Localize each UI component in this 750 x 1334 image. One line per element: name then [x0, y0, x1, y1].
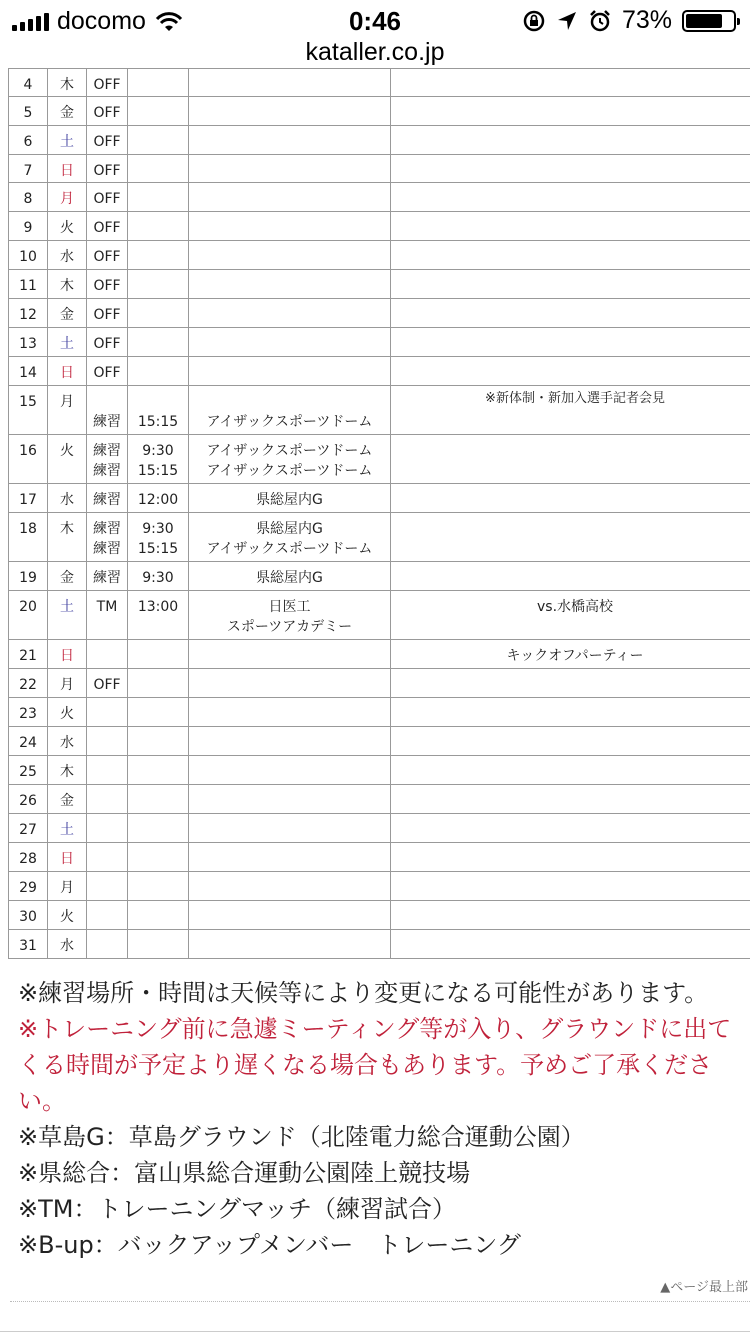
note-cell [391, 270, 750, 299]
date-cell: 5 [9, 97, 48, 126]
time-cell [128, 212, 189, 241]
note-weather: ※練習場所・時間は天候等により変更になる可能性があります。 [18, 979, 709, 1007]
type-cell: 練習 [87, 386, 128, 435]
time-cell [128, 872, 189, 901]
note-bup: ※B-up：バックアップメンバー トレーニング [18, 1231, 521, 1259]
time-cell [128, 97, 189, 126]
note-tm: ※TM：トレーニングマッチ（練習試合） [18, 1195, 457, 1223]
date-cell: 21 [9, 640, 48, 669]
status-right [522, 6, 736, 35]
time-cell [128, 270, 189, 299]
table-row [9, 126, 750, 155]
table-row [9, 270, 750, 299]
note-meeting: ※トレーニング前に急遽ミーティング等が入り、グラウンドに出てくる時間が予定より遅くなる場合もあります。予めご了承ください。 [18, 1015, 732, 1115]
date-cell: 14 [9, 357, 48, 386]
table-row [9, 698, 750, 727]
date-cell: 15 [9, 386, 48, 435]
place-cell [189, 212, 391, 241]
place-cell: 県総屋内G [189, 562, 391, 591]
back-to-top-link[interactable]: ▲ページ最上部 [660, 1280, 748, 1295]
note-cell [391, 69, 750, 97]
weekday-cell: 日 [48, 640, 87, 669]
time-cell [128, 843, 189, 872]
place-cell [189, 669, 391, 698]
table-row [9, 328, 750, 357]
note-kusajima: ※草島G：草島グラウンド（北陸電力総合運動公園） [18, 1123, 585, 1151]
location-icon [556, 10, 578, 32]
type-cell: OFF [87, 212, 128, 241]
note-cell [391, 299, 750, 328]
note-kensogo: ※県総合：富山県総合運動公園陸上競技場 [18, 1159, 471, 1187]
note-cell [391, 562, 750, 591]
date-cell: 8 [9, 183, 48, 212]
date-cell: 24 [9, 727, 48, 756]
type-cell: TM [87, 591, 128, 640]
weekday-cell: 金 [48, 299, 87, 328]
date-cell: 11 [9, 270, 48, 299]
type-cell [87, 843, 128, 872]
status-time: 0:46 [348, 6, 402, 36]
type-cell: OFF [87, 270, 128, 299]
place-cell [189, 126, 391, 155]
note-cell [391, 669, 750, 698]
table-row [9, 97, 750, 126]
divider [10, 1301, 750, 1302]
date-cell: 16 [9, 435, 48, 484]
note-cell [391, 435, 750, 484]
place-cell [189, 270, 391, 299]
date-cell: 9 [9, 212, 48, 241]
battery-icon [682, 10, 736, 32]
place-cell [189, 97, 391, 126]
place-cell: アイザックスポーツドーム [189, 386, 391, 435]
note-cell [391, 155, 750, 183]
weekday-cell: 木 [48, 270, 87, 299]
place-cell [189, 69, 391, 97]
place-cell [189, 872, 391, 901]
weekday-cell: 月 [48, 669, 87, 698]
battery-percent: 73% [621, 6, 672, 34]
alarm-icon [588, 9, 612, 33]
type-cell: 練習 [87, 562, 128, 591]
type-cell [87, 640, 128, 669]
place-cell [189, 785, 391, 814]
carrier-label: docomo [57, 7, 146, 35]
date-cell: 17 [9, 484, 48, 513]
note-cell [391, 183, 750, 212]
place-cell [189, 241, 391, 270]
weekday-cell: 月 [48, 183, 87, 212]
note-cell [391, 727, 750, 756]
note-cell [391, 698, 750, 727]
place-cell [189, 814, 391, 843]
note-cell [391, 212, 750, 241]
table-row [9, 727, 750, 756]
time-cell [128, 241, 189, 270]
note-cell: vs.水橋高校 [391, 591, 750, 640]
date-cell: 10 [9, 241, 48, 270]
type-cell: OFF [87, 299, 128, 328]
weekday-cell: 土 [48, 126, 87, 155]
date-cell: 22 [9, 669, 48, 698]
type-cell: OFF [87, 155, 128, 183]
date-cell: 30 [9, 901, 48, 930]
time-cell [128, 901, 189, 930]
time-cell [128, 756, 189, 785]
note-cell [391, 357, 750, 386]
note-cell: キックオフパーティー [391, 640, 750, 669]
time-cell: 9:30 15:15 [128, 513, 189, 562]
table-row [9, 591, 750, 640]
time-cell [128, 69, 189, 97]
date-cell: 7 [9, 155, 48, 183]
weekday-cell: 金 [48, 562, 87, 591]
weekday-cell: 日 [48, 357, 87, 386]
place-cell [189, 843, 391, 872]
time-cell [128, 930, 189, 959]
note-cell [391, 872, 750, 901]
note-cell [391, 126, 750, 155]
rotation-lock-icon [522, 9, 546, 33]
date-cell: 25 [9, 756, 48, 785]
note-cell [391, 241, 750, 270]
note-cell [391, 513, 750, 562]
type-cell: OFF [87, 97, 128, 126]
date-cell: 20 [9, 591, 48, 640]
type-cell: 練習 練習 [87, 435, 128, 484]
place-cell [189, 901, 391, 930]
type-cell [87, 872, 128, 901]
time-cell [128, 698, 189, 727]
table-row [9, 155, 750, 183]
time-cell [128, 328, 189, 357]
weekday-cell: 木 [48, 69, 87, 97]
weekday-cell: 水 [48, 727, 87, 756]
bottom-divider [0, 1331, 750, 1332]
weekday-cell: 木 [48, 513, 87, 562]
table-row [9, 640, 750, 669]
table-row [9, 357, 750, 386]
status-bar [0, 0, 750, 40]
table-row [9, 785, 750, 814]
table-row [9, 183, 750, 212]
weekday-cell: 火 [48, 698, 87, 727]
weekday-cell: 火 [48, 212, 87, 241]
time-cell [128, 155, 189, 183]
table-row [9, 513, 750, 562]
weekday-cell: 土 [48, 591, 87, 640]
weekday-cell: 月 [48, 872, 87, 901]
url-bar[interactable]: kataller.co.jp [305, 38, 445, 66]
date-cell: 13 [9, 328, 48, 357]
table-row [9, 872, 750, 901]
note-cell [391, 785, 750, 814]
note-cell [391, 756, 750, 785]
notes-section [18, 975, 743, 1263]
type-cell: 練習 練習 [87, 513, 128, 562]
place-cell: 日医工 スポーツアカデミー [189, 591, 391, 640]
table-row [9, 299, 750, 328]
time-cell [128, 299, 189, 328]
time-cell: 9:30 [128, 562, 189, 591]
table-row [9, 386, 750, 435]
place-cell: 県総屋内G [189, 484, 391, 513]
type-cell: OFF [87, 357, 128, 386]
type-cell [87, 698, 128, 727]
weekday-cell: 火 [48, 901, 87, 930]
time-cell [128, 640, 189, 669]
table-row [9, 669, 750, 698]
date-cell: 31 [9, 930, 48, 959]
time-cell: 15:15 [128, 386, 189, 435]
date-cell: 6 [9, 126, 48, 155]
place-cell [189, 930, 391, 959]
note-cell: ※新体制・新加入選手記者会見 [391, 386, 750, 435]
time-cell [128, 669, 189, 698]
date-cell: 23 [9, 698, 48, 727]
table-row [9, 930, 750, 959]
weekday-cell: 水 [48, 241, 87, 270]
note-cell [391, 814, 750, 843]
type-cell [87, 814, 128, 843]
date-cell: 26 [9, 785, 48, 814]
type-cell: OFF [87, 241, 128, 270]
table-row [9, 562, 750, 591]
table-row [9, 484, 750, 513]
table-row [9, 241, 750, 270]
weekday-cell: 金 [48, 97, 87, 126]
place-cell [189, 640, 391, 669]
date-cell: 28 [9, 843, 48, 872]
weekday-cell: 土 [48, 814, 87, 843]
weekday-cell: 火 [48, 435, 87, 484]
weekday-cell: 日 [48, 843, 87, 872]
place-cell: アイザックスポーツドーム アイザックスポーツドーム [189, 435, 391, 484]
type-cell [87, 727, 128, 756]
date-cell: 19 [9, 562, 48, 591]
place-cell [189, 698, 391, 727]
place-cell: 県総屋内G アイザックスポーツドーム [189, 513, 391, 562]
weekday-cell: 金 [48, 785, 87, 814]
place-cell [189, 155, 391, 183]
table-row [9, 756, 750, 785]
weekday-cell: 日 [48, 155, 87, 183]
date-cell: 29 [9, 872, 48, 901]
type-cell [87, 785, 128, 814]
type-cell: OFF [87, 69, 128, 97]
time-cell: 9:30 15:15 [128, 435, 189, 484]
place-cell [189, 328, 391, 357]
date-cell: 4 [9, 69, 48, 97]
time-cell [128, 357, 189, 386]
note-cell [391, 484, 750, 513]
table-row [9, 814, 750, 843]
type-cell: OFF [87, 183, 128, 212]
time-cell [128, 814, 189, 843]
time-cell: 13:00 [128, 591, 189, 640]
place-cell [189, 357, 391, 386]
time-cell: 12:00 [128, 484, 189, 513]
table-row [9, 901, 750, 930]
weekday-cell: 木 [48, 756, 87, 785]
type-cell: OFF [87, 669, 128, 698]
weekday-cell: 土 [48, 328, 87, 357]
place-cell [189, 756, 391, 785]
type-cell [87, 901, 128, 930]
time-cell [128, 183, 189, 212]
schedule-table [8, 68, 750, 959]
time-cell [128, 126, 189, 155]
place-cell [189, 727, 391, 756]
time-cell [128, 785, 189, 814]
table-row [9, 435, 750, 484]
note-cell [391, 97, 750, 126]
type-cell [87, 756, 128, 785]
weekday-cell: 月 [48, 386, 87, 435]
type-cell: OFF [87, 126, 128, 155]
note-cell [391, 901, 750, 930]
note-cell [391, 328, 750, 357]
table-row [9, 212, 750, 241]
note-cell [391, 930, 750, 959]
weekday-cell: 水 [48, 930, 87, 959]
place-cell [189, 183, 391, 212]
date-cell: 18 [9, 513, 48, 562]
type-cell: 練習 [87, 484, 128, 513]
table-row [9, 843, 750, 872]
note-cell [391, 843, 750, 872]
date-cell: 27 [9, 814, 48, 843]
time-cell [128, 727, 189, 756]
date-cell: 12 [9, 299, 48, 328]
type-cell: OFF [87, 328, 128, 357]
type-cell [87, 930, 128, 959]
place-cell [189, 299, 391, 328]
weekday-cell: 水 [48, 484, 87, 513]
table-row [9, 69, 750, 97]
